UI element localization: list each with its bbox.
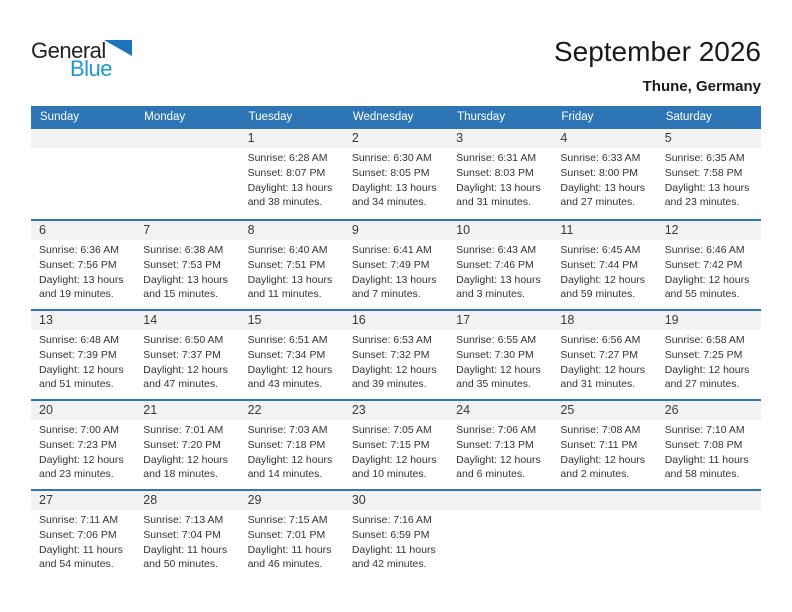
day-number: 7	[135, 221, 239, 240]
day-number	[657, 491, 761, 510]
day-info-line: Sunrise: 6:31 AM	[456, 152, 537, 164]
day-info-line: Daylight: 13 hours	[456, 181, 541, 194]
day-cell	[552, 311, 656, 399]
day-info-line: and 42 minutes.	[351, 558, 427, 571]
day-info-line: Sunrise: 7:03 AM	[247, 424, 328, 436]
day-info-line: Daylight: 12 hours	[456, 453, 541, 466]
day-info-line: Sunset: 7:49 PM	[351, 258, 430, 271]
day-info-line: Sunset: 7:44 PM	[560, 258, 639, 271]
day-info-line: Sunrise: 7:13 AM	[143, 514, 224, 526]
logo-text-blue: Blue	[70, 56, 113, 81]
week-row	[31, 489, 761, 579]
day-info	[344, 148, 448, 210]
day-info-line: and 23 minutes.	[664, 196, 740, 209]
day-number: 19	[657, 311, 761, 330]
general-blue-logo	[31, 36, 181, 84]
day-cell	[31, 311, 135, 399]
day-cell	[448, 311, 552, 399]
day-info-line: Sunrise: 7:08 AM	[560, 424, 641, 436]
day-info-line: Sunrise: 6:50 AM	[143, 334, 224, 346]
day-info-line: Sunrise: 7:16 AM	[351, 514, 432, 526]
day-info-line: and 54 minutes.	[39, 558, 114, 571]
day-info	[344, 240, 448, 302]
day-number: 27	[31, 491, 135, 510]
day-cell	[344, 129, 448, 219]
day-info-line: and 15 minutes.	[143, 288, 218, 301]
day-info-line: Sunrise: 6:45 AM	[560, 244, 641, 256]
day-info-line: Sunset: 7:37 PM	[143, 348, 221, 361]
day-number: 9	[344, 221, 448, 240]
weekday-header-friday: Friday	[561, 111, 594, 123]
day-number: 17	[448, 311, 552, 330]
day-info-line: Sunrise: 6:40 AM	[247, 244, 328, 256]
empty-day-cell	[657, 491, 761, 579]
day-info-line: Daylight: 12 hours	[247, 363, 333, 376]
day-number	[31, 129, 135, 148]
day-cell	[240, 401, 344, 489]
day-info-line: Daylight: 11 hours	[39, 543, 123, 556]
day-info	[240, 330, 344, 392]
day-info	[657, 420, 761, 482]
day-number: 5	[657, 129, 761, 148]
day-info-line: Sunset: 7:34 PM	[247, 348, 326, 361]
day-number: 14	[135, 311, 239, 330]
day-info-line: Sunset: 7:06 PM	[39, 528, 117, 541]
month-title: September 2026	[553, 36, 761, 67]
day-number: 23	[344, 401, 448, 420]
day-cell	[135, 491, 239, 579]
day-cell	[31, 221, 135, 309]
day-info-line: Sunrise: 6:30 AM	[351, 152, 432, 164]
day-info	[240, 510, 344, 572]
day-info-line: Daylight: 12 hours	[560, 363, 646, 376]
weekday-header-thursday: Thursday	[457, 111, 506, 123]
day-info-line: Sunset: 8:00 PM	[560, 166, 639, 179]
logo-text-general: General	[31, 38, 106, 63]
day-number: 25	[552, 401, 656, 420]
week-row	[31, 309, 761, 399]
day-info-line: Sunset: 8:07 PM	[247, 166, 326, 179]
day-info-line: Sunrise: 6:51 AM	[247, 334, 328, 346]
day-info-line: Sunset: 7:01 PM	[247, 528, 326, 541]
day-cell	[240, 221, 344, 309]
day-info-line: Sunset: 7:15 PM	[351, 438, 430, 451]
day-info-line: Daylight: 13 hours	[39, 273, 124, 286]
day-info	[448, 148, 552, 210]
day-info-line: and 18 minutes.	[143, 468, 218, 481]
day-number: 6	[31, 221, 135, 240]
day-info-line: Sunrise: 7:11 AM	[39, 514, 119, 526]
day-info-line: Sunrise: 6:55 AM	[456, 334, 537, 346]
day-info-line: Sunrise: 6:53 AM	[351, 334, 432, 346]
day-number: 3	[448, 129, 552, 148]
day-info	[240, 240, 344, 302]
day-number	[135, 129, 239, 148]
day-cell	[552, 221, 656, 309]
day-info-line: and 27 minutes.	[664, 378, 740, 391]
day-info-line: Daylight: 12 hours	[456, 363, 541, 376]
empty-day-cell	[448, 491, 552, 579]
day-number: 30	[344, 491, 448, 510]
day-cell	[657, 401, 761, 489]
calendar-table	[31, 106, 761, 579]
day-info-line: Daylight: 13 hours	[143, 273, 228, 286]
day-info-line: Daylight: 12 hours	[664, 273, 750, 286]
day-info-line: Daylight: 13 hours	[456, 273, 541, 286]
day-info-line: Sunset: 7:46 PM	[456, 258, 534, 271]
day-info-line: Sunset: 7:53 PM	[143, 258, 221, 271]
day-info-line: Sunset: 7:27 PM	[560, 348, 639, 361]
day-info-line: Daylight: 12 hours	[664, 363, 750, 376]
day-info-line: Daylight: 12 hours	[560, 273, 646, 286]
day-info-line: Daylight: 12 hours	[351, 363, 437, 376]
day-info-line: and 47 minutes.	[143, 378, 218, 391]
day-cell	[135, 221, 239, 309]
day-number: 11	[552, 221, 656, 240]
day-number: 8	[240, 221, 344, 240]
day-cell	[240, 311, 344, 399]
day-info-line: Daylight: 13 hours	[247, 181, 333, 194]
day-number: 26	[657, 401, 761, 420]
day-info-line: and 39 minutes.	[351, 378, 427, 391]
day-cell	[344, 491, 448, 579]
day-info-line: and 11 minutes.	[247, 288, 322, 301]
day-number: 24	[448, 401, 552, 420]
day-info-line: and 31 minutes.	[560, 378, 636, 391]
day-info-line: Sunset: 7:42 PM	[664, 258, 743, 271]
day-info-line: Daylight: 12 hours	[143, 453, 228, 466]
day-number	[448, 491, 552, 510]
day-info-line: Daylight: 13 hours	[247, 273, 333, 286]
day-info-line: Sunrise: 6:58 AM	[664, 334, 745, 346]
day-cell	[240, 491, 344, 579]
day-info-line: Sunrise: 6:38 AM	[143, 244, 224, 256]
week-row	[31, 219, 761, 309]
day-info	[657, 240, 761, 302]
day-info	[552, 240, 656, 302]
day-info	[448, 330, 552, 392]
day-info-line: Sunrise: 7:15 AM	[247, 514, 328, 526]
day-info-line: and 31 minutes.	[456, 196, 531, 209]
day-info-line: Sunset: 7:58 PM	[664, 166, 743, 179]
day-info	[31, 240, 135, 302]
day-number: 29	[240, 491, 344, 510]
day-info-line: Sunset: 7:20 PM	[143, 438, 221, 451]
day-info-line: Sunset: 7:13 PM	[456, 438, 534, 451]
day-info-line: Sunrise: 6:41 AM	[351, 244, 432, 256]
day-info-line: Daylight: 11 hours	[143, 543, 228, 556]
day-info-line: Sunrise: 7:01 AM	[143, 424, 224, 436]
day-info-line: and 19 minutes.	[39, 288, 114, 301]
day-info-line: and 38 minutes.	[247, 196, 323, 209]
day-info-line: and 35 minutes.	[456, 378, 531, 391]
day-info	[657, 330, 761, 392]
day-info-line: Sunrise: 6:43 AM	[456, 244, 537, 256]
day-info	[31, 510, 135, 572]
day-info-line: Daylight: 12 hours	[39, 363, 124, 376]
day-info-line: and 50 minutes.	[143, 558, 218, 571]
day-info-line: Sunrise: 6:48 AM	[39, 334, 119, 346]
day-cell	[657, 311, 761, 399]
weekday-header-tuesday: Tuesday	[248, 111, 293, 123]
day-cell	[344, 401, 448, 489]
day-cell	[31, 491, 135, 579]
day-info-line: and 14 minutes.	[247, 468, 323, 481]
day-cell	[552, 401, 656, 489]
day-info-line: and 55 minutes.	[664, 288, 740, 301]
day-info-line: and 3 minutes.	[456, 288, 526, 301]
day-info-line: Sunset: 7:23 PM	[39, 438, 117, 451]
day-number: 1	[240, 129, 344, 148]
day-number: 10	[448, 221, 552, 240]
day-cell	[135, 401, 239, 489]
location-subtitle: Thune, Germany	[642, 78, 761, 95]
day-info	[135, 240, 239, 302]
day-info-line: Sunrise: 6:56 AM	[560, 334, 641, 346]
day-info-line: Daylight: 12 hours	[351, 453, 437, 466]
day-info	[657, 148, 761, 210]
day-info-line: Sunrise: 7:05 AM	[351, 424, 432, 436]
day-info	[344, 510, 448, 572]
day-info-line: Sunset: 7:51 PM	[247, 258, 326, 271]
day-number: 16	[344, 311, 448, 330]
day-info-line: Sunset: 7:04 PM	[143, 528, 221, 541]
day-info-line: Sunrise: 6:46 AM	[664, 244, 745, 256]
day-info-line: Sunset: 7:11 PM	[560, 438, 638, 451]
weekday-header-monday: Monday	[144, 111, 186, 123]
day-info-line: Sunset: 7:25 PM	[664, 348, 743, 361]
banner	[31, 36, 761, 102]
day-info	[552, 330, 656, 392]
day-info-line: Daylight: 11 hours	[351, 543, 436, 556]
day-info-line: Sunrise: 6:33 AM	[560, 152, 641, 164]
day-info-line: Sunset: 6:59 PM	[351, 528, 430, 541]
day-info-line: Sunset: 7:56 PM	[39, 258, 117, 271]
calendar-grid	[31, 129, 761, 579]
day-info-line: Sunset: 8:03 PM	[456, 166, 534, 179]
day-info-line: Daylight: 12 hours	[143, 363, 228, 376]
day-info-line: and 23 minutes.	[39, 468, 114, 481]
day-number	[552, 491, 656, 510]
day-info-line: Daylight: 13 hours	[351, 181, 437, 194]
day-info	[31, 330, 135, 392]
day-info-line: and 43 minutes.	[247, 378, 323, 391]
empty-day-cell	[31, 129, 135, 219]
day-number: 12	[657, 221, 761, 240]
day-info	[31, 420, 135, 482]
day-cell	[552, 129, 656, 219]
day-number: 2	[344, 129, 448, 148]
day-info-line: Sunrise: 7:06 AM	[456, 424, 537, 436]
day-info-line: and 51 minutes.	[39, 378, 114, 391]
empty-day-cell	[552, 491, 656, 579]
day-cell	[344, 311, 448, 399]
weekday-header-sunday: Sunday	[40, 111, 80, 123]
week-row	[31, 399, 761, 489]
day-info-line: Sunset: 8:05 PM	[351, 166, 430, 179]
weekday-header-saturday: Saturday	[665, 111, 712, 123]
week-row	[31, 129, 761, 219]
day-info	[552, 148, 656, 210]
day-info	[344, 330, 448, 392]
day-cell	[448, 129, 552, 219]
day-info-line: Sunset: 7:18 PM	[247, 438, 326, 451]
day-info-line: Sunset: 7:08 PM	[664, 438, 743, 451]
day-cell	[657, 129, 761, 219]
day-info-line: Sunset: 7:32 PM	[351, 348, 430, 361]
day-info	[135, 420, 239, 482]
day-number: 13	[31, 311, 135, 330]
day-number: 28	[135, 491, 239, 510]
day-number: 18	[552, 311, 656, 330]
logo-triangle-icon	[104, 40, 132, 56]
day-cell	[135, 311, 239, 399]
day-info-line: Sunrise: 7:10 AM	[664, 424, 745, 436]
weekday-header-row	[31, 106, 761, 129]
day-info-line: and 27 minutes.	[560, 196, 636, 209]
day-info	[240, 148, 344, 210]
day-info-line: Daylight: 13 hours	[664, 181, 750, 194]
day-number: 20	[31, 401, 135, 420]
day-info-line: Daylight: 12 hours	[247, 453, 333, 466]
day-info-line: Sunrise: 6:28 AM	[247, 152, 328, 164]
day-number: 4	[552, 129, 656, 148]
day-info	[135, 510, 239, 572]
day-info-line: Sunset: 7:39 PM	[39, 348, 117, 361]
day-cell	[448, 401, 552, 489]
empty-day-cell	[135, 129, 239, 219]
day-number: 21	[135, 401, 239, 420]
day-info-line: and 10 minutes.	[351, 468, 427, 481]
day-info-line: Daylight: 12 hours	[39, 453, 124, 466]
day-info-line: and 34 minutes.	[351, 196, 427, 209]
title-block	[554, 36, 761, 95]
day-info-line: and 2 minutes.	[560, 468, 630, 481]
day-number: 15	[240, 311, 344, 330]
day-info	[240, 420, 344, 482]
day-info	[448, 420, 552, 482]
day-info-line: and 46 minutes.	[247, 558, 323, 571]
day-info	[552, 420, 656, 482]
day-info-line: Sunrise: 6:36 AM	[39, 244, 119, 256]
day-info-line: Daylight: 12 hours	[560, 453, 646, 466]
day-info-line: and 7 minutes.	[351, 288, 421, 301]
day-info-line: Daylight: 11 hours	[664, 453, 749, 466]
day-info	[135, 330, 239, 392]
day-info-line: and 58 minutes.	[664, 468, 740, 481]
day-info-line: and 59 minutes.	[560, 288, 636, 301]
day-info-line: Sunrise: 7:00 AM	[39, 424, 119, 436]
day-info-line: and 6 minutes.	[456, 468, 526, 481]
day-info	[344, 420, 448, 482]
day-info-line: Daylight: 13 hours	[560, 181, 646, 194]
day-cell	[240, 129, 344, 219]
day-cell	[31, 401, 135, 489]
day-info	[448, 240, 552, 302]
day-info-line: Daylight: 11 hours	[247, 543, 332, 556]
day-number: 22	[240, 401, 344, 420]
day-cell	[344, 221, 448, 309]
day-info-line: Sunrise: 6:35 AM	[664, 152, 745, 164]
day-info-line: Daylight: 13 hours	[351, 273, 437, 286]
weekday-header-wednesday: Wednesday	[352, 111, 414, 123]
day-cell	[657, 221, 761, 309]
day-cell	[448, 221, 552, 309]
day-info-line: Sunset: 7:30 PM	[456, 348, 534, 361]
